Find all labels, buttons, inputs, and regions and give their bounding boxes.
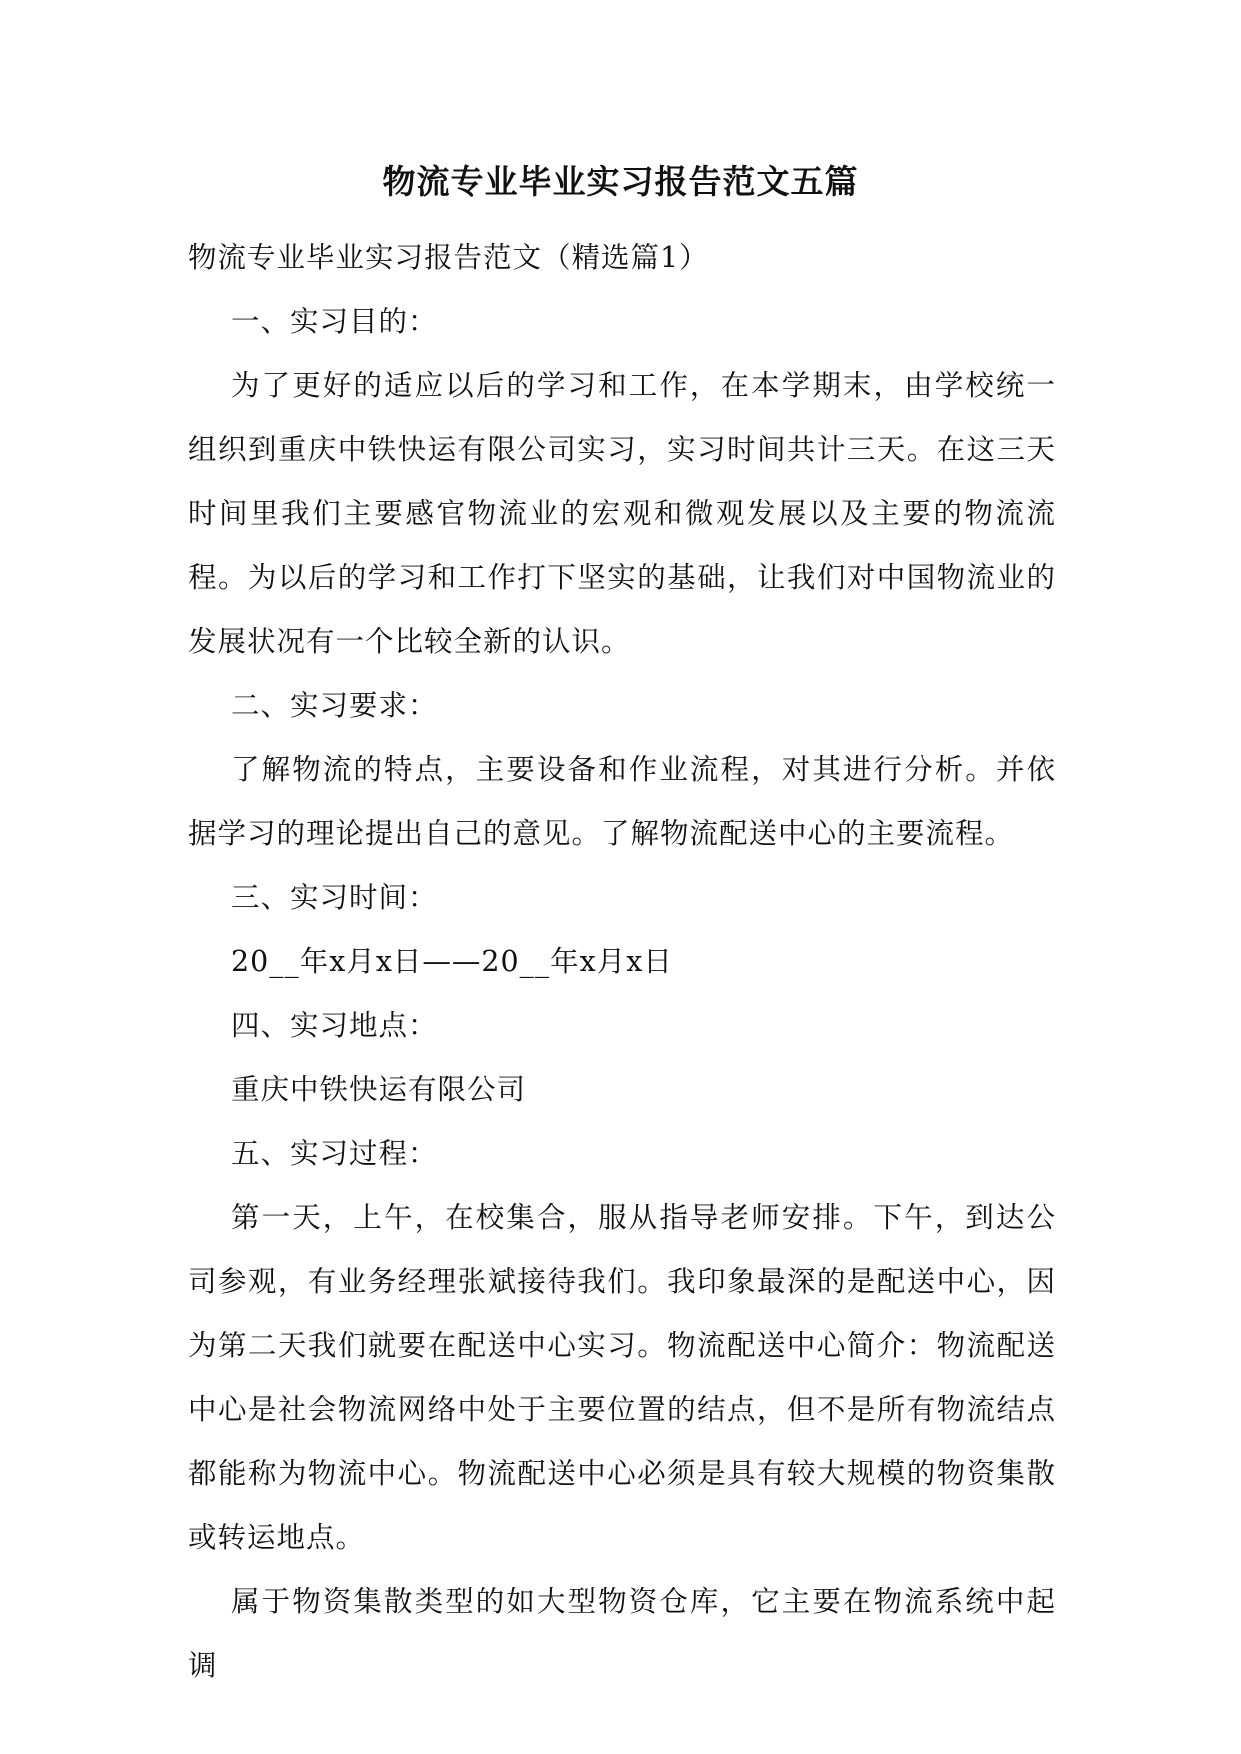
- internship-location: 重庆中铁快运有限公司: [231, 1073, 527, 1106]
- document-body: [188, 226, 1056, 1698]
- document-title: 物流专业毕业实习报告范文五篇: [382, 162, 859, 201]
- section-heading-time: 三、实习时间：: [231, 881, 438, 914]
- paragraph-process-day1: 第一天，上午，在校集合，服从指导老师安排。下午，到达公司参观，有业务经理张斌接待我们。我印象最深的是配送中心，因为第二天我们就要在配送中心实习。物流配送中心简介：物流配送中心是社会物流网络中处于主要位置的结点，但不是所有物流结点都能称为物流中心。物流配送中心必须是具有较大规模的物资集散或转运地点。: [188, 1201, 1056, 1554]
- section-heading-requirements: 二、实习要求：: [231, 689, 438, 722]
- paragraph-process-warehouse: 属于物资集散类型的如大型物资仓库，它主要在物流系统中起调: [188, 1585, 1056, 1682]
- internship-dates: 20__年x月x日——20__年x月x日: [231, 945, 673, 978]
- paragraph-purpose: 为了更好的适应以后的学习和工作，在本学期末，由学校统一组织到重庆中铁快运有限公司实习，实习时间共计三天。在这三天时间里我们主要感官物流业的宏观和微观发展以及主要的物流流程。为以后的学习和工作打下坚实的基础，让我们对中国物流业的发展状况有一个比较全新的认识。: [188, 369, 1056, 658]
- section-heading-purpose: 一、实习目的：: [231, 305, 438, 338]
- section-heading-location: 四、实习地点：: [231, 1009, 438, 1042]
- paragraph-requirements: 了解物流的特点，主要设备和作业流程，对其进行分析。并依据学习的理论提出自己的意见。了解物流配送中心的主要流程。: [188, 753, 1056, 850]
- section-heading-process: 五、实习过程：: [231, 1137, 438, 1170]
- article-subtitle: 物流专业毕业实习报告范文（精选篇1）: [188, 241, 709, 274]
